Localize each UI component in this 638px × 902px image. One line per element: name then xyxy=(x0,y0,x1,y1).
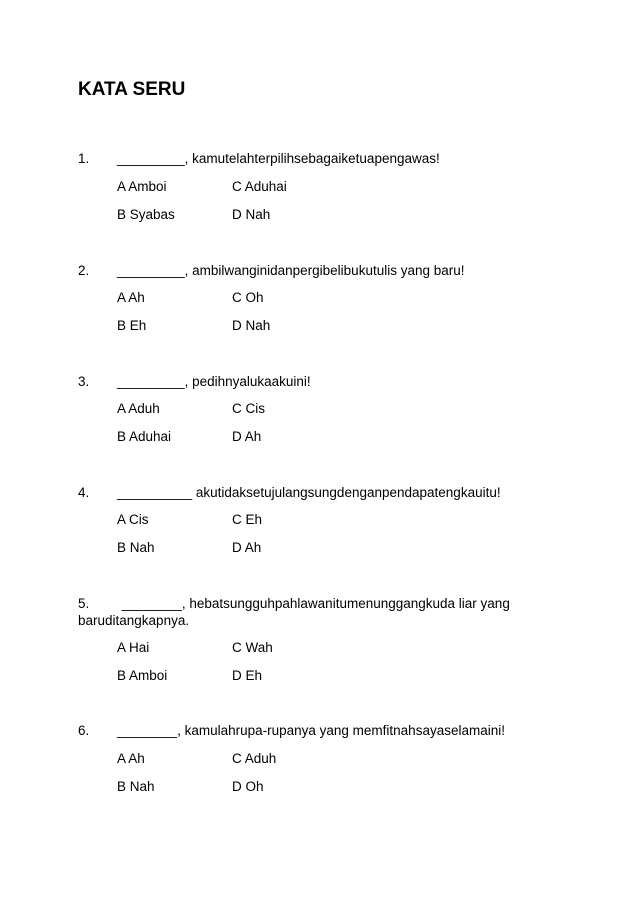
option-b: B Syabas xyxy=(117,207,175,222)
option-a: A Hai xyxy=(117,640,150,655)
option-d: D Oh xyxy=(232,779,264,794)
question-number: 2. xyxy=(78,263,90,278)
question-5 xyxy=(78,595,548,629)
option-c: C Cis xyxy=(232,401,265,416)
question-number: 4. xyxy=(78,485,90,500)
option-b: B Nah xyxy=(117,779,155,794)
option-d: D Nah xyxy=(232,207,271,222)
option-a: A Aduh xyxy=(117,401,160,416)
question-number: 5. xyxy=(78,596,90,611)
question-text: _________, ambilwanginidanpergibelibukutulis yang baru! xyxy=(117,263,465,278)
option-d: D Nah xyxy=(232,318,271,333)
option-d: D Ah xyxy=(232,429,262,444)
question-text: __________ akutidaksetujulangsungdenganpendapatengkauitu! xyxy=(117,485,501,500)
option-b: B Aduhai xyxy=(117,429,172,444)
option-d: D Eh xyxy=(232,668,263,683)
option-a: A Ah xyxy=(117,290,145,305)
option-b: B Nah xyxy=(117,540,155,555)
option-a: A Ah xyxy=(117,751,145,766)
option-c: C Eh xyxy=(232,512,263,527)
question-text: _________, kamutelahterpilihsebagaiketuapengawas! xyxy=(117,151,440,166)
question-number: 3. xyxy=(78,374,90,389)
option-c: C Aduh xyxy=(232,751,277,766)
option-b: B Eh xyxy=(117,318,147,333)
page-title: KATA SERU xyxy=(78,79,186,100)
question-text: ________, hebatsungguhpahlawanitumenunggangkuda liar yang baruditangkapnya. xyxy=(78,596,510,628)
question-text: ________, kamulahrupa-rupanya yang memfitnahsayaselamaini! xyxy=(117,723,505,738)
option-c: C Aduhai xyxy=(232,179,287,194)
question-text: _________, pedihnyalukaakuini! xyxy=(117,374,311,389)
question-number: 1. xyxy=(78,151,90,166)
option-b: B Amboi xyxy=(117,668,168,683)
option-c: C Oh xyxy=(232,290,264,305)
option-c: C Wah xyxy=(232,640,273,655)
question-number: 6. xyxy=(78,723,90,738)
option-a: A Amboi xyxy=(117,179,167,194)
option-a: A Cis xyxy=(117,512,149,527)
option-d: D Ah xyxy=(232,540,262,555)
